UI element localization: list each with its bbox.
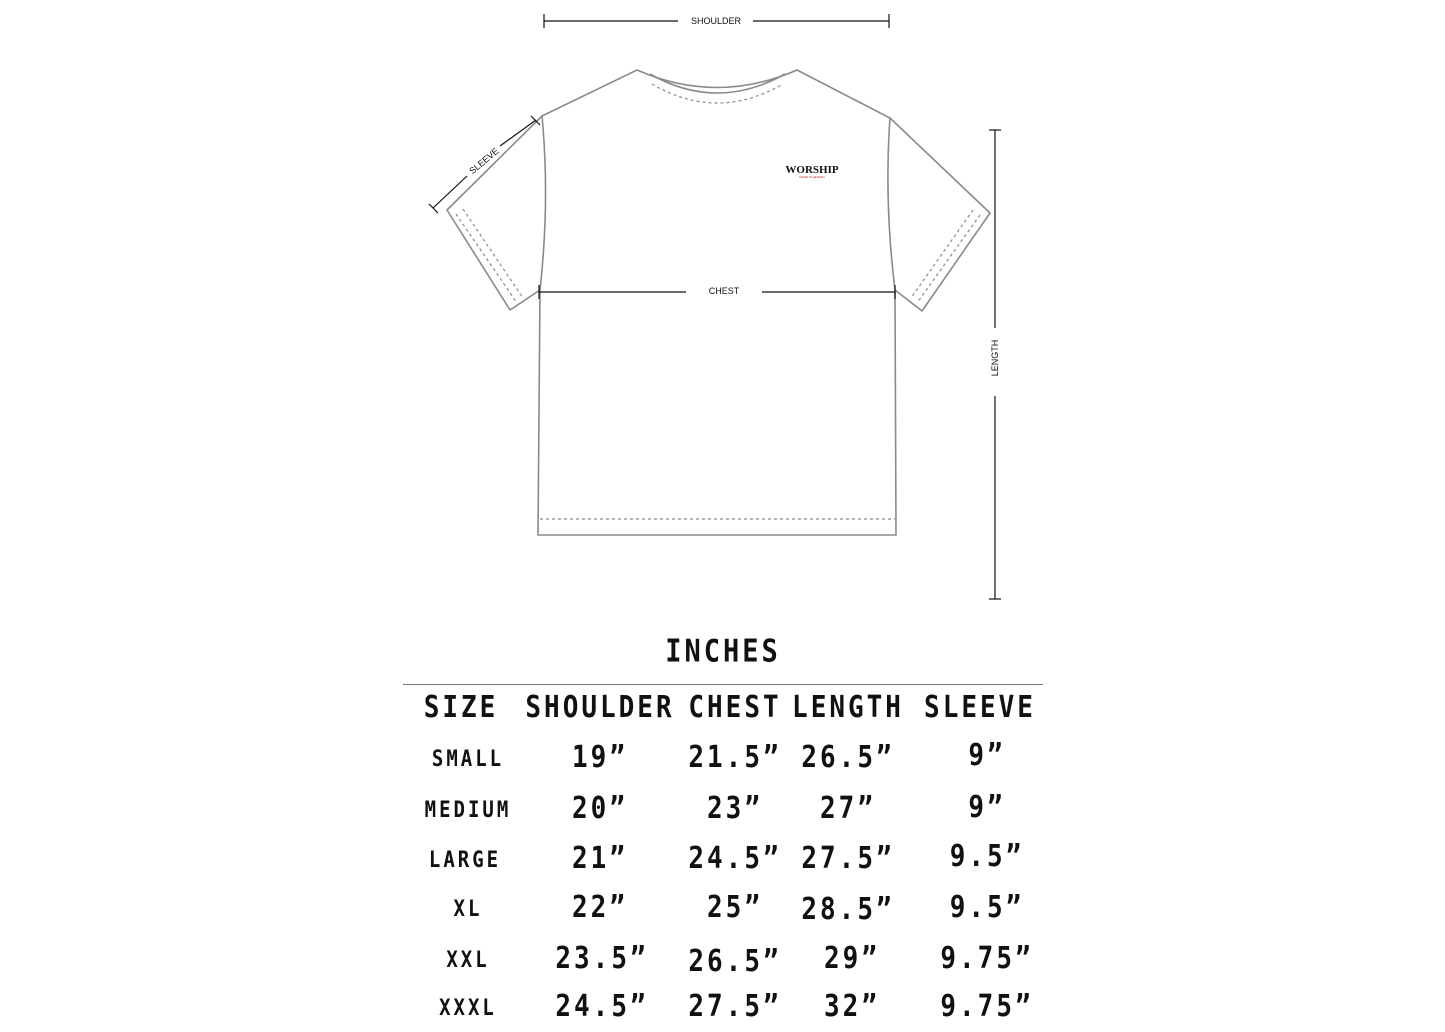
sleeve-cell: 9.75” [940,989,1034,1025]
size-cell: XXXL [439,995,497,1021]
chest-cell: 25” [707,890,763,926]
brand-logo [785,164,838,179]
chest-cell: 23” [707,791,763,827]
size-cell: LARGE [428,847,502,873]
brand-logo-text: WORSHIP [785,164,839,176]
shoulder-dimension-label: SHOULDER [690,16,742,26]
header-shoulder: SHOULDER [525,690,675,726]
shoulder-cell: 23.5” [555,941,649,977]
size-cell: XL [453,896,483,922]
shoulder-cell: 20” [572,791,628,827]
chest-dimension-label: CHEST [708,286,740,296]
sleeve-cell: 9” [968,790,1006,826]
length-cell: 32” [824,989,880,1025]
sleeve-dimension-label: SLEEVE [467,145,501,177]
shoulder-cell: 22” [572,890,628,926]
units-title: INCHES [665,633,781,670]
length-cell: 28.5” [801,892,895,928]
sleeve-cell: 9” [968,738,1006,774]
header-sleeve: SLEEVE [924,690,1036,726]
shoulder-cell: 21” [572,841,628,877]
size-cell: MEDIUM [424,797,512,823]
header-length: LENGTH [792,690,904,726]
length-cell: 29” [824,941,880,977]
chest-cell: 27.5” [688,989,782,1025]
sleeve-cell: 9.5” [949,890,1025,926]
chest-cell: 24.5” [688,841,782,877]
size-cell: XXL [446,947,490,973]
header-divider [403,684,1043,685]
tshirt-outline [447,70,990,535]
chest-cell: 26.5” [688,944,782,980]
length-dimension-label: LENGTH [990,339,1000,377]
length-cell: 27.5” [801,841,895,877]
shoulder-cell: 24.5” [555,989,649,1025]
header-size: SIZE [423,690,499,726]
brand-logo-subtext: MADE IN HEAVEN [799,175,825,179]
shoulder-cell: 19” [572,740,628,776]
size-cell: SMALL [431,746,505,772]
sleeve-cell: 9.5” [949,839,1025,875]
chest-cell: 21.5” [688,740,782,776]
header-chest: CHEST [688,690,782,726]
sleeve-cell: 9.75” [940,941,1034,977]
length-cell: 27” [820,791,876,827]
length-cell: 26.5” [801,740,895,776]
